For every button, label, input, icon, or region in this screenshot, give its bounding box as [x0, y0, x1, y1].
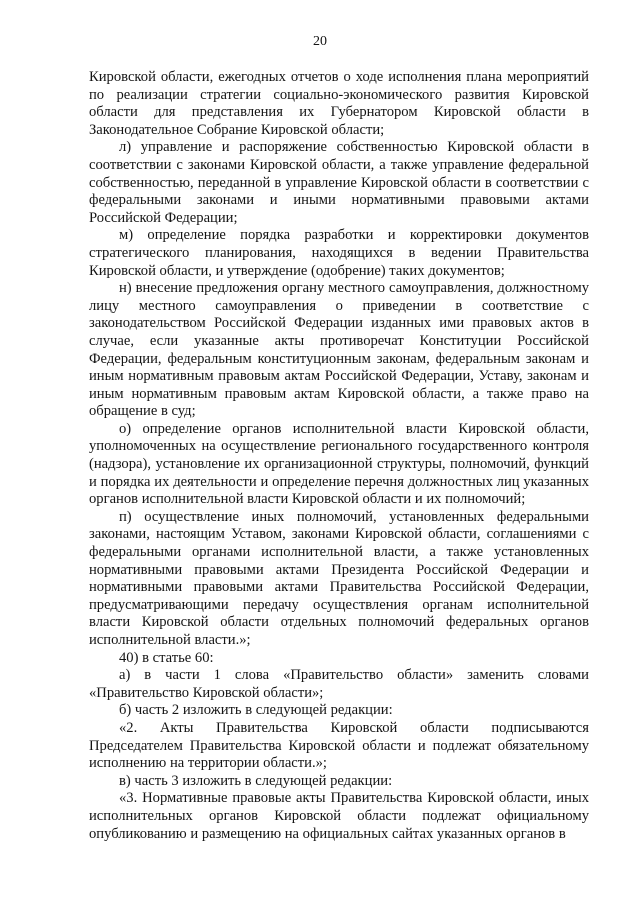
document-body	[89, 69, 589, 843]
paragraph: 40) в статье 60:	[119, 649, 214, 666]
paragraph: Кировской области, ежегодных отчетов о ходе исполнения плана мероприятий по реализации стратегии социально-экономического развития Кировской области для представления их Губернатором Кировской области в Законодательное Собрание Кировской области;	[89, 69, 589, 138]
paragraph: м) определение порядка разработки и корректировки документов стратегического планирования, находящихся в ведении Правительства Кировской области, и утверждение (одобрение) таких документов;	[89, 227, 589, 279]
paragraph: о) определение органов исполнительной власти Кировской области, уполномоченных на осуществление регионального государственного контроля (надзора), установление их организационной структуры, полномочий, функций и порядка их деятельности и определение перечня должностных лиц указанных органов исполнительной власти Кировской области и их полномочий;	[89, 420, 589, 508]
paragraph: а) в части 1 слова «Правительство области» заменить словами «Правительство Кировской области»;	[89, 667, 589, 701]
paragraph: в) часть 3 изложить в следующей редакции:	[119, 772, 393, 789]
paragraph: п) осуществление иных полномочий, установленных федеральными законами, настоящим Уставом, законами Кировской области, соглашениями с федеральными органами исполнительной власти, а также установленных нормативными правовыми актами Президента Российской Федерации и нормативными правовыми актами Правительства Российской Федерации, предусматривающими передачу осуществления органам исполнительной власти Кировской области отдельных полномочий федеральных органов исполнительной власти.»;	[89, 508, 589, 648]
paragraph: л) управление и распоряжение собственностью Кировской области в соответствии с законами Кировской области, а также управление федеральной собственностью, переданной в управление Кировской области в соответствии с федеральными законами и иными нормативными правовыми актами Российской Федерации;	[89, 139, 589, 226]
paragraph: «2. Акты Правительства Кировской области подписываются Председателем Правительства Кировской области и подлежат обязательному исполнению на территории области.»;	[89, 719, 589, 772]
page-number: 20	[313, 34, 327, 49]
paragraph: н) внесение предложения органу местного самоуправления, должностному лицу местного самоуправления о приведении в соответствие с законодательством Российской Федерации изданных ими правовых актов в случае, если указанные акты противоречат Конституции Российской Федерации, федеральным конституционным законам, федеральным законам и иным нормативным правовым актам Российской Федерации, Уставу, законам и иным нормативным правовым актам Кировской области, а также право на обращение в суд;	[89, 280, 589, 420]
paragraph: «3. Нормативные правовые акты Правительства Кировской области, иных исполнительных органов Кировской области подлежат официальному опубликованию и размещению на официальных сайтах указанных органов в	[89, 790, 589, 842]
paragraph: б) часть 2 изложить в следующей редакции:	[119, 702, 393, 719]
